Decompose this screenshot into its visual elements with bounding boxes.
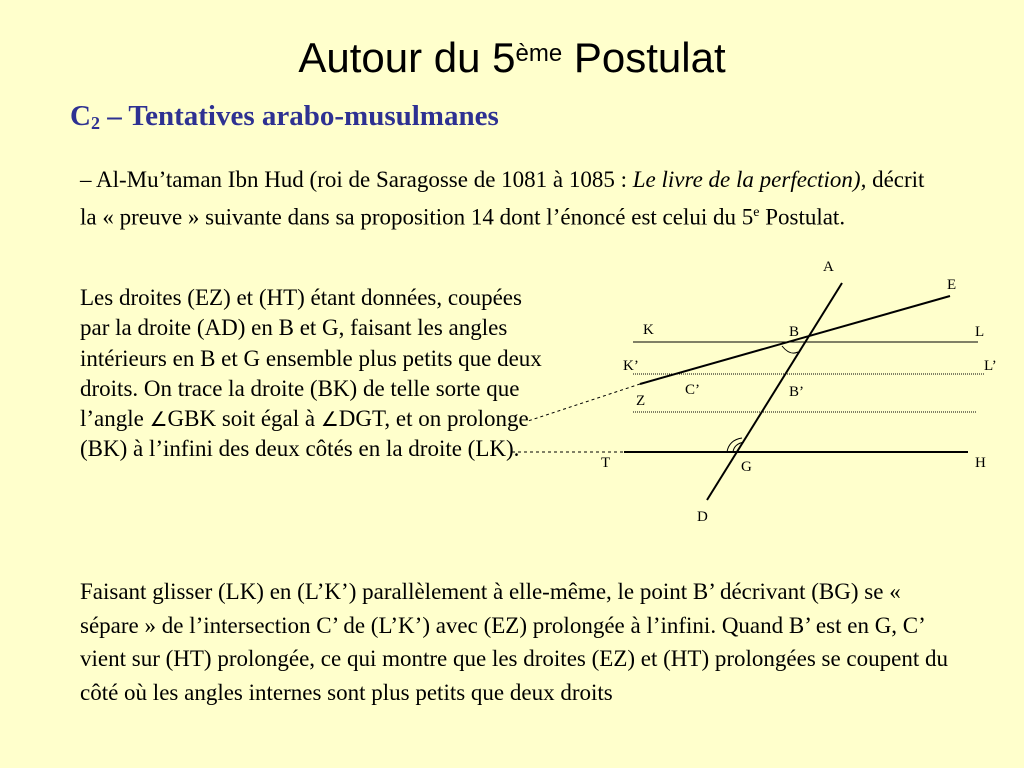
angle-symbol: ∠ xyxy=(320,407,339,432)
para1-text-b: GBK soit égal à xyxy=(167,406,321,432)
angle-symbol: ∠ xyxy=(149,407,168,432)
label-g: G xyxy=(741,459,752,475)
label-a: A xyxy=(823,259,834,275)
heading-letter: C xyxy=(70,100,91,132)
intro-superscript: e xyxy=(753,205,760,220)
line-ez-extension xyxy=(528,384,640,421)
label-b-prime: B’ xyxy=(789,384,804,400)
title-superscript: ème xyxy=(515,40,563,67)
title-rest: Postulat xyxy=(562,34,726,81)
intro-part3: Postulat. xyxy=(759,204,846,230)
label-k-prime: K’ xyxy=(623,358,639,374)
label-z: Z xyxy=(636,393,646,409)
conclusion-paragraph: Faisant glisser (LK) en (L’K’) parallèlement à elle-même, le point B’ décrivant (BG) se « sépare » de l’intersection C’ de (L’K’) avec (EZ) prolongée à l’infini. Quand B’ est en G, C’ vient sur (HT) prolongée, ce qui montre que les droites (EZ) et (HT) prolongées se coupent du côté où les angles internes sont plus petits que deux droits xyxy=(80,579,948,705)
label-c-prime: C’ xyxy=(685,382,700,398)
angle-mark-b xyxy=(782,346,798,353)
intro-part1: – Al-Mu’taman Ibn Hud (roi de Saragosse de 1081 à 1085 : xyxy=(80,167,633,192)
line-ad xyxy=(707,283,842,500)
intro-book-title: Le livre de la perfection), xyxy=(632,167,867,192)
angle-mark-g1 xyxy=(727,438,742,452)
para1-text-a: Les droites (EZ) et (HT) étant données, coupées par la droite (AD) en B et G, faisant les angles intérieurs en B et G ensemble plus petits que deux droits. On trace la droite (BK) de telle sorte que l’angle xyxy=(80,285,542,432)
label-b: B xyxy=(789,324,800,340)
label-e: E xyxy=(947,277,957,293)
label-t: T xyxy=(601,455,611,471)
label-h: H xyxy=(975,455,986,471)
line-ez xyxy=(640,296,950,384)
para1-text-c: DGT, et on prolonge (BK) à l’infini des deux côtés en la droite (LK). xyxy=(80,406,529,462)
title-main: Autour du 5 xyxy=(298,34,516,81)
label-l-prime: L’ xyxy=(984,358,997,374)
label-d: D xyxy=(697,509,708,525)
label-k: K xyxy=(643,322,654,338)
label-l: L xyxy=(975,324,985,340)
intro-part2: décrit la « preuve » suivante dans sa proposition 14 dont l’énoncé est celui du 5 xyxy=(80,167,925,230)
heading-subscript: 2 xyxy=(90,113,100,133)
heading-text: – Tentatives arabo-musulmanes xyxy=(99,100,499,132)
